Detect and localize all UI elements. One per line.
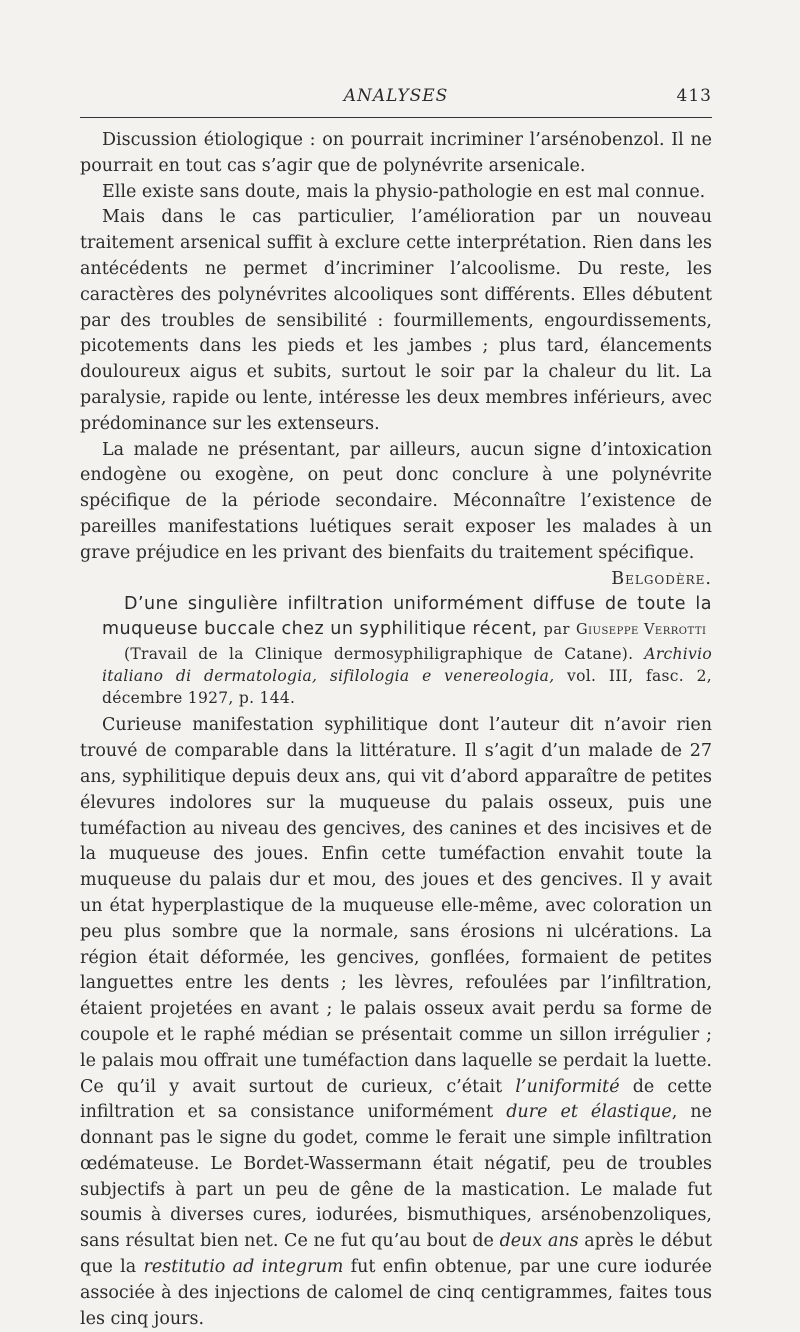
body-text: après le début que la bbox=[80, 1231, 713, 1278]
article-title: D’une singulière infiltration uniformément diffuse de toute la muqueuse buccale chez un syphilitique récent, bbox=[102, 594, 712, 640]
article-author: Giuseppe Verrotti bbox=[575, 622, 707, 639]
journal-name: Archivio italiano di dermatologia, sifilologia e venereologia, bbox=[102, 645, 712, 686]
paragraph: Mais dans le cas particulier, l’amélioration par un nouveau traitement arsenical suffit à exclure cette interprétation. Rien dans les antécédents ne permet d’incriminer l’alcoolisme. Du reste, les caractères des polynévrites alcooliques sont différents. Elles débutent par des troubles de sensibilité : fourmillements, engourdissements, picotements dans les pieds et les jambes ; plus tard, élancements douloureux aigus et subits, surtout le soir par la chaleur du lit. La paralysie, rapide ou lente, intéresse les deux membres inférieurs, avec prédominance sur les extenseurs. bbox=[80, 207, 712, 434]
article-reference bbox=[80, 643, 712, 709]
paragraph: Elle existe sans doute, mais la physio-pathologie en est mal connue. bbox=[102, 181, 706, 202]
emphasis-text: deux ans bbox=[499, 1231, 579, 1252]
running-header bbox=[80, 86, 712, 110]
volume-info: vol. III, fasc. 2, décembre 1927, p. 144. bbox=[102, 667, 712, 708]
page-number: 413 bbox=[676, 86, 712, 106]
article-heading bbox=[80, 592, 712, 643]
emphasis-text: dure et élastique bbox=[506, 1102, 672, 1123]
body-text: fut enfin obtenue, par une cure iodurée associée à des injections de calomel de cinq centigrammes, faites tous les cinq jours. bbox=[80, 1257, 712, 1329]
reviewer-signature: Belgodère. bbox=[611, 568, 712, 589]
text-column bbox=[80, 128, 712, 1332]
reference-text: (Travail de la Clinique dermosyphiligraphique de Catane). bbox=[124, 645, 634, 664]
header-rule bbox=[80, 117, 712, 118]
body-text: de cette infiltration et sa consistance uniformément bbox=[80, 1076, 712, 1123]
section-title: ANALYSES bbox=[343, 86, 449, 106]
paragraph: La malade ne présentant, par ailleurs, aucun signe d’intoxication endogène ou exogène, on peut donc conclure à une polynévrite spécifique de la période secondaire. Méconnaître l’existence de pareilles manifestations luétiques serait exposer les malades à un grave préjudice en les privant des bienfaits du traitement spécifique. bbox=[80, 439, 712, 563]
byline-prefix: par bbox=[543, 622, 570, 639]
emphasis-text: restitutio ad integrum bbox=[143, 1257, 344, 1278]
paragraph: Discussion étiologique : on pourrait incriminer l’arsénobenzol. Il ne pourrait en tout cas s’agir que de polynévrite arsenicale. bbox=[80, 130, 712, 176]
emphasis-text: l’uniformité bbox=[515, 1076, 620, 1097]
review-body bbox=[80, 713, 712, 1332]
body-text: Curieuse manifestation syphilitique dont l’auteur dit n’avoir rien trouvé de comparable dans la littérature. Il s’agit d’un malade de 27 ans, syphilitique depuis deux ans, qui vit d’abord apparaître de petites élevures indolores sur la muqueuse du palais osseux, puis une tuméfaction au niveau des gencives, des canines et des incisives et de la muqueuse des joues. Enfin cette tuméfaction envahit toute la muqueuse du palais dur et mou, des joues et des gencives. Il y avait un état hyperplastique de la muqueuse elle-même, avec coloration un peu plus sombre que la normale, sans érosions ni ulcérations. La région était déformée, les gencives, gonflées, formaient de petites languettes entre les dents ; les lèvres, refoulées par l’infiltration, étaient projetées en avant ; le palais osseux avait perdu sa forme de coupole et le raphé médian se présentait comme un sillon irrégulier ; le palais mou offrait une tuméfaction dans laquelle se perdait la luette. Ce qu’il y avait surtout de curieux, c’était bbox=[80, 715, 712, 1097]
body-text: , ne donnant pas le signe du godet, comme le ferait une simple infiltration œdémateuse. Le Bordet-Wassermann était négatif, peu de troubles subjectifs à part un peu de gêne de la mastication. Le malade fut soumis à diverses cures, iodurées, bismuthiques, arsénobenzoliques, sans résultat bien net. Ce ne fut qu’au bout de bbox=[80, 1102, 712, 1252]
